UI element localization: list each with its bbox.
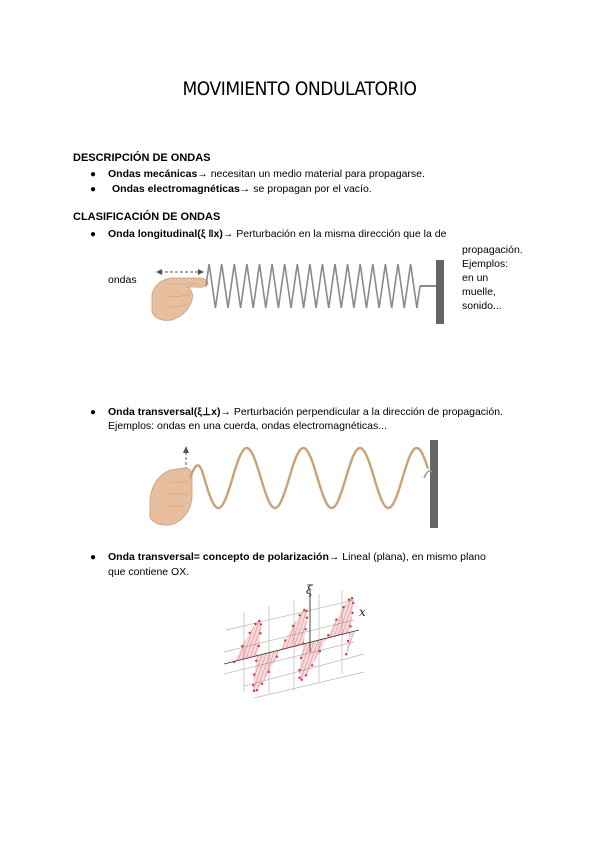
list-item xyxy=(90,167,96,182)
wave-dot xyxy=(253,673,255,675)
x-axis-label: x xyxy=(359,605,366,619)
wave-dot xyxy=(256,689,258,691)
wave-dot xyxy=(299,614,301,616)
transversal-examples: Ejemplos: ondas en una cuerda, ondas electromagnéticas... xyxy=(108,420,388,432)
polarized-wave xyxy=(233,597,355,692)
side-line: muelle, xyxy=(462,286,496,298)
longitudinal-spring-figure xyxy=(148,254,458,332)
hand-icon xyxy=(150,468,192,525)
wave-dot xyxy=(349,625,351,627)
double-arrow-icon xyxy=(156,269,204,275)
definition-ondas-mecanicas: necesitan un medio material para propagarse. xyxy=(207,168,425,180)
wave-dot xyxy=(268,671,270,673)
wave-dot xyxy=(254,623,256,625)
wave-dot xyxy=(300,657,302,659)
definition-onda-longitudinal: Perturbación en la misma dirección que la de xyxy=(233,228,447,240)
wave-dot xyxy=(276,656,278,658)
list-item-text xyxy=(108,227,446,241)
list-item xyxy=(90,550,96,565)
wall xyxy=(436,260,444,324)
wave-dot xyxy=(261,683,263,685)
rope xyxy=(190,448,428,508)
wave-dot xyxy=(260,623,262,625)
wave-dot xyxy=(258,620,260,622)
wave-dot xyxy=(249,632,251,634)
wall xyxy=(430,440,438,528)
bullet-icon: ● xyxy=(90,407,97,418)
wave-dot xyxy=(292,625,294,627)
wave-dot xyxy=(305,674,307,676)
wave-dot xyxy=(284,639,286,641)
definition-ondas-electromagneticas: se propagan por el vacío. xyxy=(250,183,372,195)
term-ondas-mecanicas: Ondas mecánicas→ xyxy=(108,168,208,180)
wave-dot xyxy=(259,632,261,634)
list-item-text xyxy=(108,550,486,564)
wave-dot xyxy=(305,628,307,630)
list-item xyxy=(90,227,96,242)
longitudinal-left-label: ondas xyxy=(108,274,137,286)
wave-dot xyxy=(345,653,347,655)
wave-dot xyxy=(351,597,353,599)
wave-dot xyxy=(351,612,353,614)
transversal-rope-figure xyxy=(148,438,448,530)
list-item xyxy=(90,182,96,197)
wave-dot xyxy=(241,645,243,647)
definition-onda-transversal: Perturbación perpendicular a la dirección de propagación. xyxy=(230,406,503,418)
polarizacion-line2: que contiene OX. xyxy=(108,566,190,578)
wave-dot xyxy=(258,645,260,647)
spring xyxy=(206,264,420,308)
bullet-icon: ● xyxy=(90,552,97,563)
wave-dot xyxy=(347,640,349,642)
wave-dot xyxy=(303,609,305,611)
wave-dot xyxy=(301,679,303,681)
section-heading-clasificacion: CLASIFICACIÓN DE ONDAS xyxy=(73,211,221,223)
wave-dot xyxy=(252,684,254,686)
bullet-icon: ● xyxy=(90,184,97,195)
wave-dot xyxy=(302,642,304,644)
list-item-text xyxy=(108,167,425,181)
side-line: sonido... xyxy=(462,300,502,312)
page-title: MOVIMIENTO ONDULATORIO xyxy=(182,78,417,100)
term-ondas-electromagneticas: Ondas electromagnéticas→ xyxy=(112,183,251,195)
wave-dot xyxy=(305,610,307,612)
wave-dot xyxy=(348,599,350,601)
side-line: en un xyxy=(462,272,489,284)
definition-polarizacion: Lineal (plana), en mismo plano xyxy=(339,551,486,563)
term-onda-transversal: Onda transversal(ξ⊥x)→ xyxy=(108,406,231,418)
wave-dot xyxy=(298,677,300,679)
side-line: Ejemplos: xyxy=(462,258,509,270)
wave-dot xyxy=(306,617,308,619)
wave-dot xyxy=(342,606,344,608)
list-item-text xyxy=(112,182,372,196)
term-onda-longitudinal: Onda longitudinal(ξ ǁx)→ xyxy=(108,228,234,240)
longitudinal-side-text xyxy=(462,243,523,313)
polarized-wave-figure xyxy=(214,582,374,704)
xi-axis-label: ξ xyxy=(306,583,313,597)
section-heading-descripcion: DESCRIPCIÓN DE ONDAS xyxy=(73,152,211,164)
hand-icon xyxy=(152,278,208,320)
wave-dot xyxy=(298,669,300,671)
wave-dot xyxy=(311,664,313,666)
list-item-text xyxy=(108,405,503,419)
wave-dot xyxy=(335,619,337,621)
wave-dot xyxy=(233,661,235,663)
wave-dot xyxy=(319,650,321,652)
bullet-icon: ● xyxy=(90,169,97,180)
term-polarizacion: Onda transversal= concepto de polarización→ xyxy=(108,551,340,563)
list-item xyxy=(90,405,96,420)
side-line: propagación. xyxy=(462,244,523,256)
wave-dot xyxy=(253,690,255,692)
wave-dot xyxy=(255,660,257,662)
wave-dot xyxy=(327,634,329,636)
wave-dot xyxy=(352,602,354,604)
bullet-icon: ● xyxy=(90,229,97,240)
